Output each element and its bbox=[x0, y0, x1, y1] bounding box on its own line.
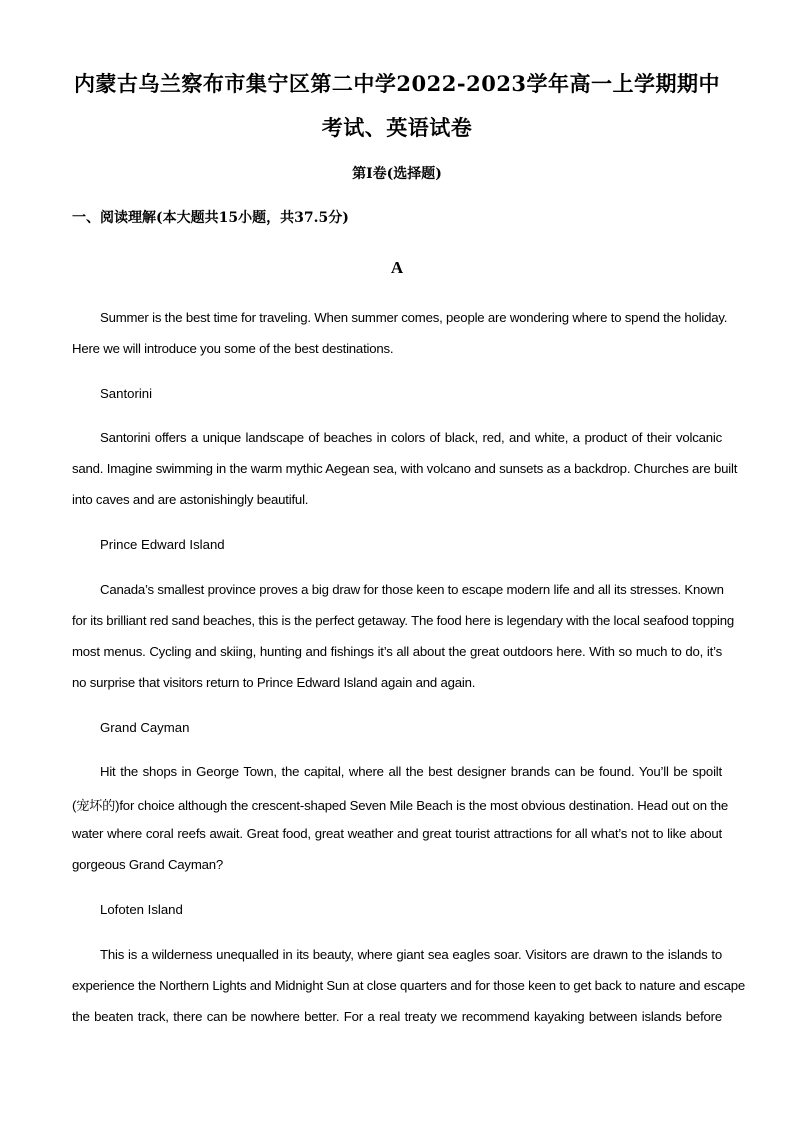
paragraph-line: Canada’s smallest province proves a big draw for those keen to escape modern life and all its stresses. Known bbox=[100, 582, 724, 597]
destination-heading: Lofoten Island bbox=[100, 902, 183, 917]
paragraph-line: water where coral reefs await. Great food, great weather and great tourist attractions for all what’s not to like about bbox=[72, 826, 722, 841]
destination-heading: Grand Cayman bbox=[100, 720, 190, 735]
section-title: 一、阅读理解(本大题共15小题，共37.5分) bbox=[72, 210, 349, 226]
paragraph-line: Hit the shops in George Town, the capital, where all the best designer brands can be found. You’ll be spoilt bbox=[100, 764, 722, 779]
destination-heading: Santorini bbox=[100, 386, 153, 401]
paragraph-line: the beaten track, there can be nowhere better. For a real treaty we recommend kayaking between islands before bbox=[72, 1009, 722, 1024]
paragraph-line: into caves and are astonishingly beautiful. bbox=[72, 492, 309, 507]
paragraph-line: no surprise that visitors return to Prince Edward Island again and again. bbox=[72, 675, 476, 690]
paragraph-line: most menus. Cycling and skiing, hunting and fishings it’s all about the great outdoors here. With so much to do, it’s bbox=[72, 644, 722, 659]
document-title-line-1: 内蒙古乌兰察布市集宁区第二中学2022-2023学年高一上学期期中 bbox=[73, 71, 721, 96]
document-title-line-2: 考试、英语试卷 bbox=[321, 115, 473, 140]
intro-line-2: Here we will introduce you some of the best destinations. bbox=[72, 341, 394, 356]
paragraph-line: experience the Northern Lights and Midnight Sun at close quarters and for those keen to get back to nature and escape bbox=[72, 978, 746, 993]
passage-label: A bbox=[390, 258, 404, 277]
intro-line-1: Summer is the best time for traveling. When summer comes, people are wondering where to spend the holiday. bbox=[100, 310, 728, 325]
paragraph-line: for its brilliant red sand beaches, this is the perfect getaway. The food here is legendary with the local seafood topping bbox=[72, 613, 734, 628]
part-title: 第I卷(选择题) bbox=[352, 166, 442, 182]
paragraph-line: gorgeous Grand Cayman? bbox=[72, 857, 224, 872]
paragraph-line: sand. Imagine swimming in the warm mythic Aegean sea, with volcano and sunsets as a backdrop. Churches are built bbox=[72, 461, 738, 476]
paragraph-line: This is a wilderness unequalled in its beauty, where giant sea eagles soar. Visitors are drawn to the islands to bbox=[100, 947, 722, 962]
destination-heading: Prince Edward Island bbox=[100, 537, 225, 552]
paragraph-line: Santorini offers a unique landscape of beaches in colors of black, red, and white, a product of their volcanic bbox=[100, 430, 722, 445]
paragraph-line: (宠坏的)for choice although the crescent-shaped Seven Mile Beach is the most obvious destination. Head out on the bbox=[72, 798, 729, 813]
